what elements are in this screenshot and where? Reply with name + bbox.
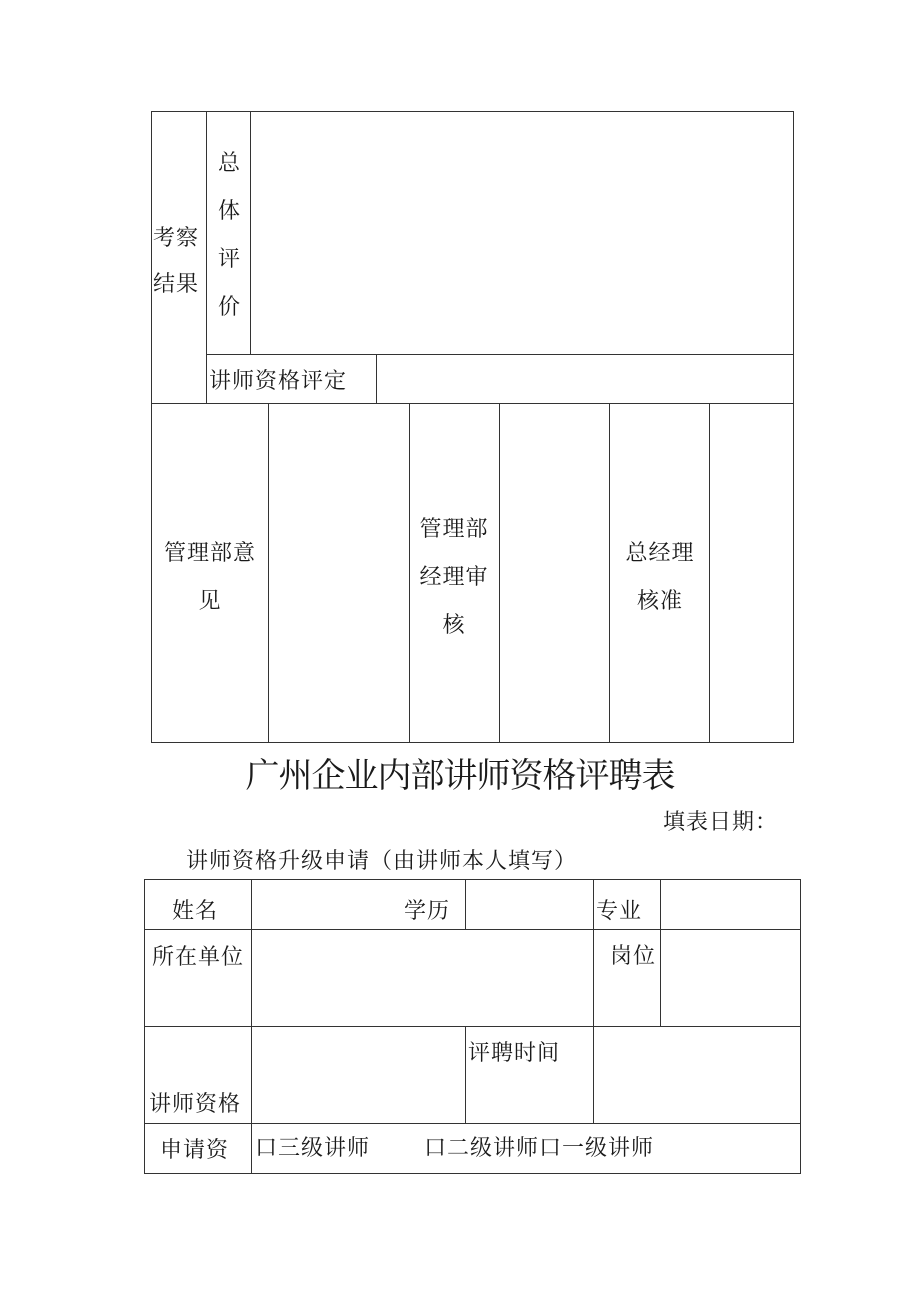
qualification-assess-label: 讲师资格评定 [209, 369, 348, 394]
unit-label: 所在单位 [152, 945, 245, 970]
inspection-result-label: 考察结果 [153, 226, 200, 297]
gm-approval-label: 总经理核准 [625, 541, 695, 614]
hire-time-value-cell[interactable] [593, 1026, 801, 1124]
education-value-cell[interactable] [465, 879, 594, 930]
major-value-cell[interactable] [660, 879, 801, 930]
position-label: 岗位 [610, 944, 657, 969]
option-level3[interactable]: 口三级讲师 [255, 1136, 371, 1161]
education-label: 学历 [404, 899, 451, 924]
position-value-cell[interactable] [660, 929, 801, 1027]
fill-date-label: 填表日期： [663, 810, 779, 835]
section-heading: 讲师资格升级申请（由讲师本人填写） [186, 849, 578, 874]
overall-eval-label: 总体评价 [217, 151, 240, 320]
gm-approval-value-cell[interactable] [709, 403, 794, 743]
option-level2[interactable]: 口二级讲师 [424, 1136, 540, 1161]
unit-value-cell[interactable] [251, 929, 594, 1027]
overall-eval-value-cell[interactable] [250, 111, 794, 355]
qualification-assess-value-cell[interactable] [376, 354, 794, 404]
hire-time-label: 评聘时间 [468, 1041, 561, 1066]
mgmt-review-label: 管理部经理审核 [419, 517, 489, 638]
mgmt-opinion-label: 管理部意见 [163, 541, 256, 614]
qualification-label: 讲师资格 [149, 1092, 242, 1117]
mgmt-opinion-value-cell[interactable] [268, 403, 410, 743]
option-level1[interactable]: 口一级讲师 [539, 1136, 655, 1161]
qualification-value-cell[interactable] [251, 1026, 466, 1124]
name-label: 姓名 [172, 899, 219, 924]
form-title: 广州企业内部讲师资格评聘表 [245, 756, 675, 796]
apply-label: 申请资 [160, 1138, 230, 1163]
major-label: 专业 [596, 899, 643, 924]
mgmt-review-value-cell[interactable] [499, 403, 610, 743]
